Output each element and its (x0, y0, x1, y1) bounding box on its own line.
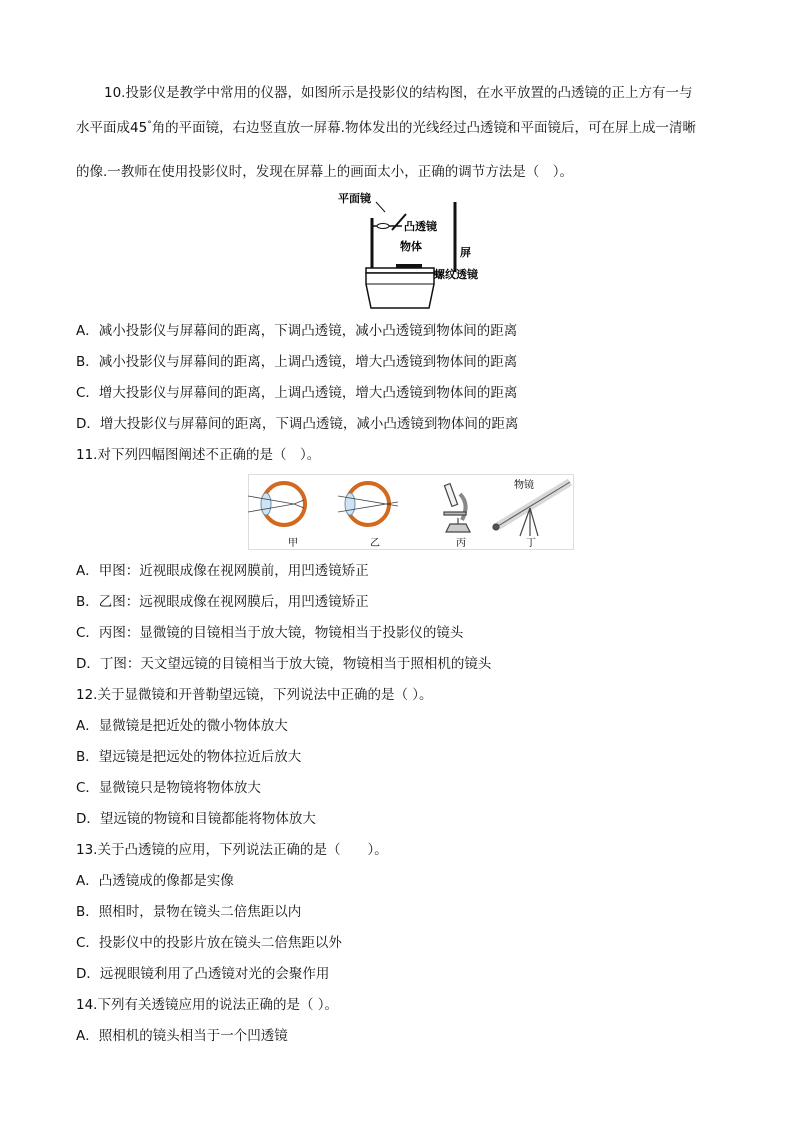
q10-option-c: C．增大投影仪与屏幕间的距离，上调凸透镜，增大凸透镜到物体间的距离 (76, 385, 518, 401)
q11-option-c: C．丙图：显微镜的目镜相当于放大镜，物镜相当于投影仪的镜头 (76, 625, 464, 641)
q12-option-a: A．显微镜是把近处的微小物体放大 (76, 718, 288, 734)
q10-option-a: A．减小投影仪与屏幕间的距离，下调凸透镜，减小凸透镜到物体间的距离 (76, 323, 518, 339)
q10-stem-line2 (76, 119, 696, 137)
mirror-leader (376, 202, 385, 212)
projector-base (366, 273, 434, 308)
q10-stem-line1: 10.投影仪是教学中常用的仪器，如图所示是投影仪的结构图，在水平放置的凸透镜的正上方有一与 (104, 85, 693, 101)
q12-option-c: C．显微镜只是物镜将物体放大 (76, 780, 261, 796)
q13-stem: 13.关于凸透镜的应用，下列说法正确的是（ ）。 (76, 842, 388, 858)
q10-line2-part2: 角的平面镜，右边竖直放一屏幕.物体发出的光线经过凸透镜和平面镜后，可在屏上成一清晰 (151, 120, 696, 136)
q11-option-a: A．甲图：近视眼成像在视网膜前，用凹透镜矫正 (76, 563, 369, 579)
q12-option-d: D．望远镜的物镜和目镜都能将物体放大 (76, 811, 316, 827)
q13-option-d: D．远视眼镜利用了凸透镜对光的会聚作用 (76, 966, 330, 982)
label-bing: 丙 (456, 538, 466, 549)
label-yi: 乙 (370, 538, 380, 549)
q12-stem: 12.关于显微镜和开普勒望远镜，下列说法中正确的是（ ）。 (76, 687, 433, 703)
q10-stem-line3: 的像.一教师在使用投影仪时，发现在屏幕上的画面太小，正确的调节方法是（ ）。 (76, 164, 574, 180)
label-fresnel-lens: 螺纹透镜 (434, 268, 478, 281)
q10-option-b: B．减小投影仪与屏幕间的距离，上调凸透镜，增大凸透镜到物体间的距离 (76, 354, 518, 370)
label-object: 物体 (400, 240, 422, 253)
q13-option-a: A．凸透镜成的像都是实像 (76, 873, 234, 889)
q10-line2-part1: 水平面成45 (76, 120, 148, 136)
q14-option-a: A．照相机的镜头相当于一个凹透镜 (76, 1028, 288, 1044)
q10-option-d: D．增大投影仪与屏幕间的距离，下调凸透镜，减小凸透镜到物体间的距离 (76, 416, 519, 432)
q13-option-c: C．投影仪中的投影片放在镜头二倍焦距以外 (76, 935, 342, 951)
optics-four-figures (248, 474, 574, 550)
q14-stem: 14.下列有关透镜应用的说法正确的是（ ）。 (76, 997, 339, 1013)
q11-stem: 11.对下列四幅图阐述不正确的是（ ）。 (76, 447, 321, 463)
label-ding: 丁 (526, 538, 536, 549)
label-plane-mirror: 平面镜 (338, 192, 371, 205)
degree-sign: ° (147, 120, 152, 130)
label-objective-lens: 物镜 (514, 480, 534, 491)
q13-option-b: B．照相时，景物在镜头二倍焦距以内 (76, 904, 302, 920)
label-convex-lens: 凸透镜 (404, 220, 437, 233)
label-screen: 屏 (460, 246, 471, 259)
convex-lens (377, 224, 389, 229)
label-jia: 甲 (288, 538, 298, 549)
projector-diagram (330, 190, 490, 312)
q11-option-b: B．乙图：远视眼成像在视网膜后，用凹透镜矫正 (76, 594, 369, 610)
q12-option-b: B．望远镜是把远处的物体拉近后放大 (76, 749, 302, 765)
q11-option-d: D．丁图：天文望远镜的目镜相当于放大镜，物镜相当于照相机的镜头 (76, 656, 492, 672)
